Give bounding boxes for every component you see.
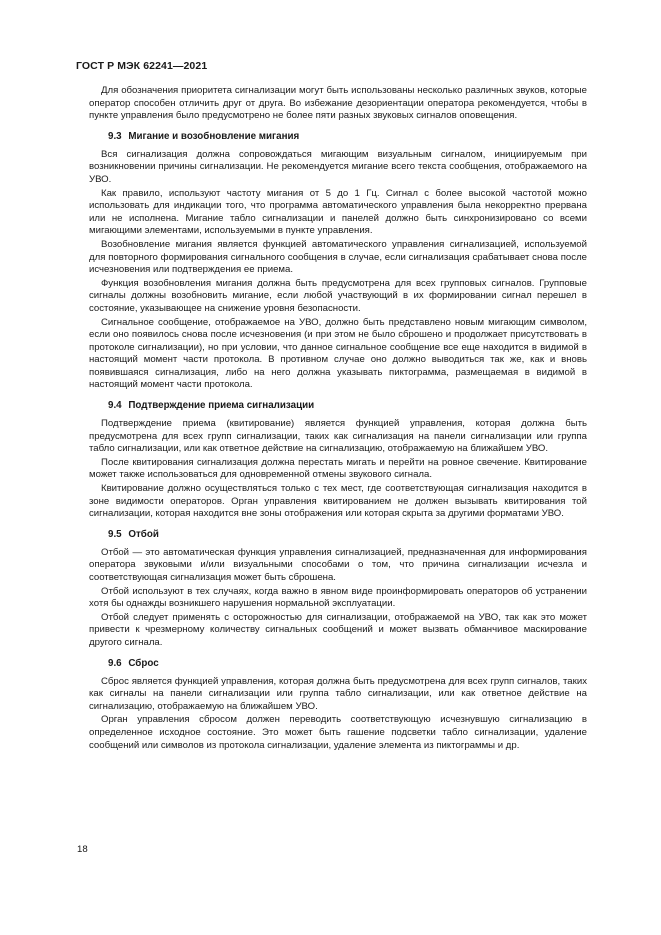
section-9-5-heading xyxy=(108,528,587,541)
section-9-4-heading xyxy=(108,399,587,412)
intro-paragraph: Для обозначения приоритета сигнализации могут быть использованы несколько различных звуков, которые оператор способен отличить друг от друга. Во избежание дезориентации оператора рекомендуется, чтобы в пункте управления было предусмотрено не более пяти разных звуковых сигналов оповещения. xyxy=(89,85,587,122)
section-9-3-heading xyxy=(108,130,587,143)
section-title: Подтверждение приема сигнализации xyxy=(128,400,315,412)
paragraph: Отбой — это автоматическая функция управления сигнализацией, предназначенная для информирования оператора звуковыми и/или визуальными способами о том, что причина сигнализации исчезла и соответствующая сигнализация может быть сброшена. xyxy=(89,546,587,583)
paragraph: Сигнальное сообщение, отображаемое на УВО, должно быть представлено новым мигающим символом, если оно появилось снова после исчезновения (и при этом не было сброшено и продолжает присутствовать в протоколе сигнализации), но при условии, что данное сигнальное сообщение все еще находится в видимой в настоящий момент части протокола. В противном случае оно должно выводиться так же, как и вновь появившаяся сигнализация, либо на него должна указывать пиктограмма, размещаемая в видимой в настоящий момент части протокола. xyxy=(89,316,587,391)
section-number: 9.6 xyxy=(108,657,122,669)
paragraph: Подтверждение приема (квитирование) является функцией управления, которая должна быть предусмотрена для всех групп сигнализации, таких как сигнализация на панели сигнализации или группа табло сигнализации, или как ответное действие на сигнализацию, отображаемую на ближайшем УВО. xyxy=(89,418,587,455)
section-number: 9.5 xyxy=(108,528,122,540)
section-number: 9.4 xyxy=(108,400,122,412)
page-number: 18 xyxy=(77,844,88,855)
paragraph: Квитирование должно осуществляться только с тех мест, где соответствующая сигнализация находится в зоне видимости операторов. Орган управления квитированием не должен вызывать квитирования той сигнализации, которая находится вне зоны отображения или которая скрыта за другими форматами УВО. xyxy=(89,483,587,520)
paragraph: Возобновление мигания является функцией автоматического управления сигнализацией, используемой для повторного формирования сигнального сообщения в случае, если сигнализация срабатывает снова после исчезновения или подтверждения ее приема. xyxy=(89,238,587,276)
paragraph: Отбой используют в тех случаях, когда важно в явном виде проинформировать операторов об устранении хотя бы однажды возникшего нарушения нормальной эксплуатации. xyxy=(89,585,587,610)
paragraph: Отбой следует применять с осторожностью для сигнализации, отображаемой на УВО, так как это может привести к чрезмерному количеству сигнальных сообщений и может вызвать обманчивое маскирование другого сигнала. xyxy=(89,611,587,648)
paragraph: Орган управления сбросом должен переводить соответствующую исчезнувшую сигнализацию в определенное исходное состояние. Это может быть гашение подсветки табло сигнализации, удаление сообщений или символов из протокола сигнализации, удаление элемента из пиктограммы и др. xyxy=(89,714,587,751)
paragraph: После квитирования сигнализация должна перестать мигать и перейти на ровное свечение. Квитирование может также использоваться для одновременной отмены звукового сигнала. xyxy=(89,456,587,481)
page-content xyxy=(89,85,587,753)
section-number: 9.3 xyxy=(108,130,122,142)
document-header: ГОСТ Р МЭК 62241—2021 xyxy=(76,60,208,72)
paragraph: Вся сигнализация должна сопровождаться мигающим визуальным сигналом, инициируемым при возникновении причины сигнализации. Не рекомендуется мигание всего текста сообщения, отображаемого на УВО. xyxy=(89,148,587,185)
paragraph: Как правило, используют частоту мигания от 5 до 1 Гц. Сигнал с более высокой частотой можно использовать для индикации того, что программа автоматического управления была некорректно прервана или не исполнена. Мигание табло сигнализации и панелей должно быть синхронизировано со всеми мигающими элементами, используемыми в пункте управления. xyxy=(89,187,587,237)
section-title: Отбой xyxy=(128,528,159,540)
section-title: Сброс xyxy=(128,657,159,669)
section-9-6-heading xyxy=(108,657,587,670)
paragraph: Сброс является функцией управления, которая должна быть предусмотрена для всех групп сигналов, таких как сигналы на панели сигнализации или группа табло сигнализации, или как ответное действие на сигнализацию, отображаемую на ближайшем УВО. xyxy=(89,675,587,712)
paragraph: Функция возобновления мигания должна быть предусмотрена для всех групповых сигналов. Групповые сигналы должны возобновить мигание, если любой участвующий в их формировании сигнал перешел в состояние, указывающее на снижение уровня безопасности. xyxy=(89,277,587,314)
section-title: Мигание и возобновление мигания xyxy=(128,130,300,142)
